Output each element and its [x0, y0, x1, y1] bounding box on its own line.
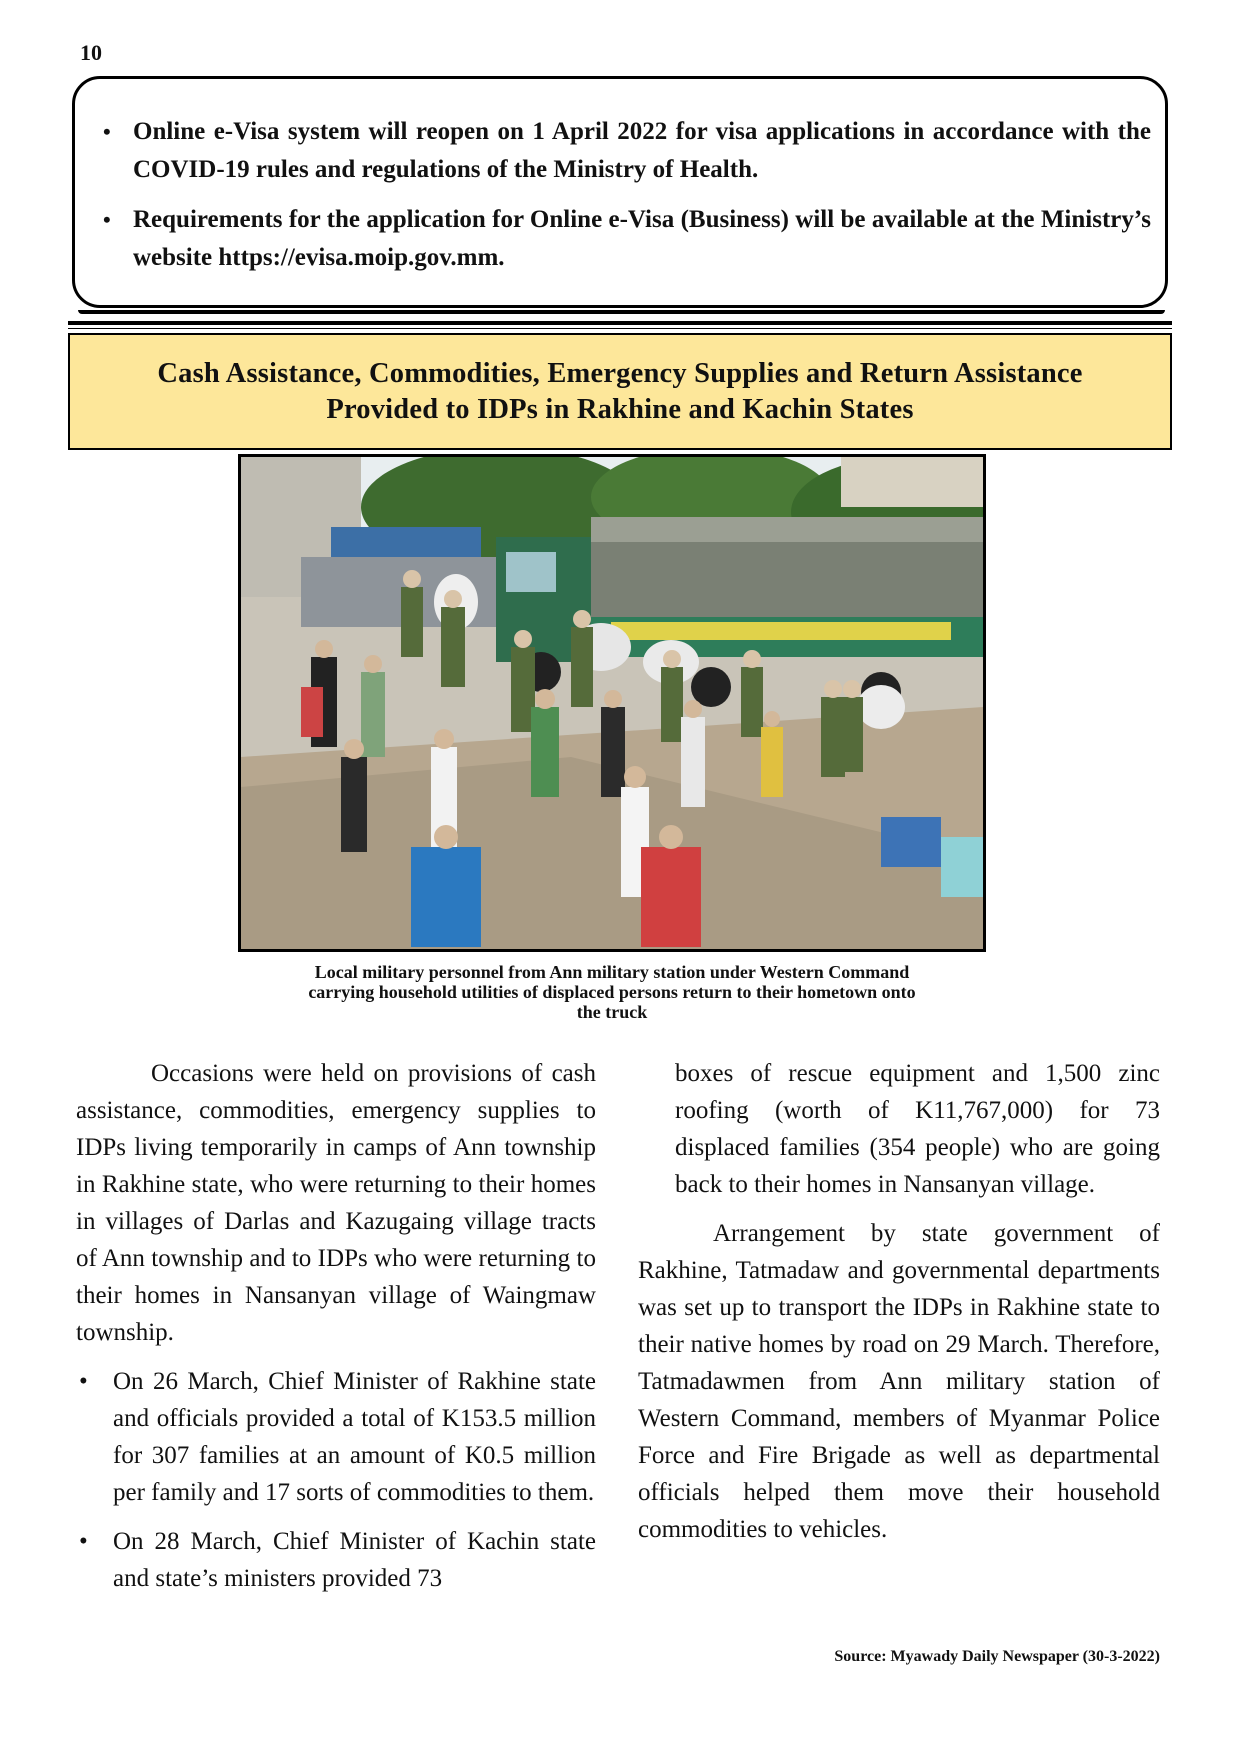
article-headline-box: [68, 333, 1172, 450]
caption-line-3: the truck: [576, 1002, 648, 1022]
article-source: Source: Myawady Daily Newspaper (30-3-2022): [834, 1648, 1160, 1665]
notice-item-evisa-reopen: • Online e-Visa system will reopen on 1 April 2022 for visa applications in accordance with the COVID-19 rules and regulations of the Ministry of Health.: [95, 113, 1151, 189]
caption-line-1: Local military personnel from Ann military station under Western Command: [314, 962, 910, 982]
photo-illustration: [241, 457, 983, 949]
article-headline: [157, 356, 1082, 428]
headline-line-1: Cash Assistance, Commodities, Emergency Supplies and Return Assistance: [157, 357, 1083, 389]
article-bullet-kachin: • On 28 March, Chief Minister of Kachin state and state’s ministers provided 73: [76, 1523, 596, 1597]
divider-rule: [68, 321, 1172, 325]
notice-box: [72, 76, 1168, 308]
caption-line-2: carrying household utilities of displaced persons return to their hometown onto: [308, 982, 916, 1002]
article-column-right: [638, 1055, 1160, 1548]
article-intro-paragraph: Occasions were held on provisions of cash assistance, commodities, emergency supplies to IDPs living temporarily in camps of Ann township in Rakhine state, who were returning to their homes in villages of Darlas and Kazugaing village tracts of Ann township and to IDPs who were returning to their homes in Nansanyan village of Waingmaw township.: [76, 1060, 596, 1346]
headline-line-2: Provided to IDPs in Rakhine and Kachin States: [326, 393, 914, 425]
article-column-left: [76, 1055, 596, 1609]
notice-list: [95, 113, 1151, 289]
article-closing-paragraph: Arrangement by state government of Rakhine, Tatmadaw and governmental departments was set up to transport the IDPs in Rakhine state to their native homes by road on 29 March. Therefore, Tatmadawmen from Ann military station of Western Command, members of Myanmar Police Force and Fire Brigade as well as departmental officials helped them move their household commodities to vehicles.: [638, 1220, 1160, 1543]
divider-rule-thin: [68, 328, 1172, 329]
article-bullet-rakhine: • On 26 March, Chief Minister of Rakhine state and officials provided a total of K153.5 million for 307 families at an amount of K0.5 million per family and 17 sorts of commodities to them.: [76, 1363, 596, 1511]
page-number: 10: [80, 40, 102, 65]
article-photo: [238, 454, 986, 952]
article-bullet-continuation: boxes of rescue equipment and 1,500 zinc roofing (worth of K11,767,000) for 73 displaced families (354 people) who are going back to their homes in Nansanyan village.: [675, 1060, 1160, 1198]
notice-item-requirements: • Requirements for the application for Online e-Visa (Business) will be available at the Ministry’s website https://evisa.moip.gov.mm.: [95, 201, 1151, 277]
article-bullet-list: [76, 1363, 596, 1597]
photo-caption: [238, 962, 986, 1022]
